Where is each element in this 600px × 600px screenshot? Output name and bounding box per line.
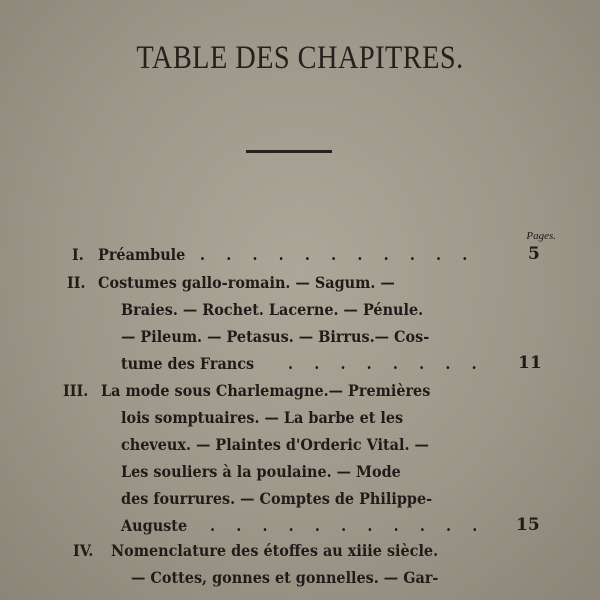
chapter-page-number: 11 xyxy=(518,353,542,373)
chapter-page-number: 15 xyxy=(516,515,540,535)
chapter-title-line: — Pileum. — Petasus. — Birrus.— Cos- xyxy=(121,327,430,346)
chapter-title-line: cheveux. — Plaintes d'Orderic Vital. — xyxy=(121,435,429,454)
chapter-title-line: lois somptuaires. — La barbe et les xyxy=(121,408,404,427)
chapter-title-line: Braies. — Rochet. Lacerne. — Pénule. xyxy=(121,300,424,319)
chapter-number: II. xyxy=(67,273,86,292)
chapter-title-line: Les souliers à la poulaine. — Mode xyxy=(121,462,401,481)
leader-dots: . . . . . . . . . . . xyxy=(210,516,486,535)
chapter-title-line: tume des Francs xyxy=(121,354,255,373)
page-title: TABLE DES CHAPITRES. xyxy=(136,40,464,76)
chapter-title-line: La mode sous Charlemagne.— Premières xyxy=(101,381,431,400)
chapter-number: IV. xyxy=(73,541,94,560)
leader-dots: . . . . . . . . xyxy=(288,354,485,373)
chapter-title-line: des fourrures. — Comptes de Philippe- xyxy=(121,489,433,508)
title-rule xyxy=(246,150,332,153)
leader-dots: . . . . . . . . . . . xyxy=(200,245,476,264)
chapter-title-line: Préambule xyxy=(98,245,186,264)
pages-column-label: Pages. xyxy=(526,230,556,242)
chapter-title-line: Auguste xyxy=(121,516,188,535)
chapter-page-number: 5 xyxy=(528,244,540,264)
chapter-title-line: Nomenclature des étoffes au xiiie siècle. xyxy=(111,541,439,560)
chapter-number: I. xyxy=(72,245,84,264)
chapter-number: III. xyxy=(63,381,89,400)
chapter-title-line: — Cottes, gonnes et gonnelles. — Gar- xyxy=(131,568,439,587)
chapter-title-line: Costumes gallo-romain. — Sagum. — xyxy=(98,273,395,292)
